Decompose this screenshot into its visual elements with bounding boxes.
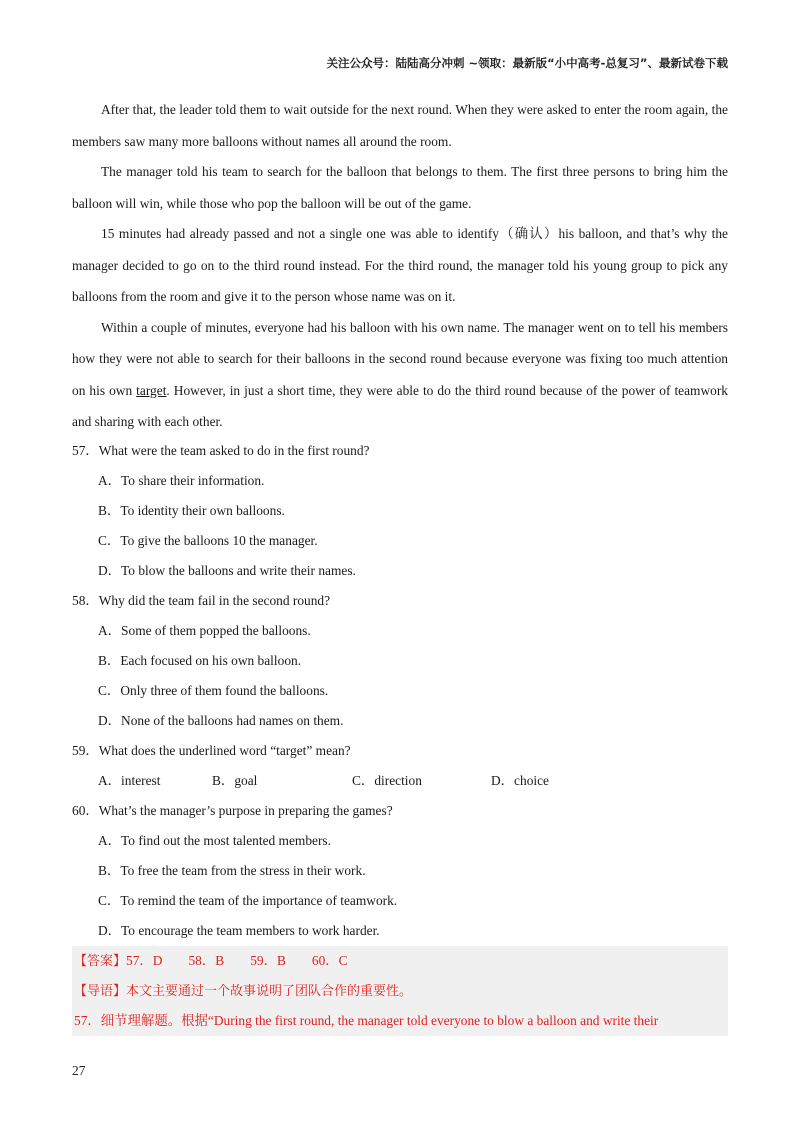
question-57-option-b: B．To identity their own balloons. [98,502,285,518]
question-59-option-b: B．goal [212,772,258,788]
question-57-option-a: A．To share their information. [98,472,265,488]
answer-key-line [72,946,728,976]
explanation-line: 57．细节理解题。根据“During the first round, the manager told everyone to blow a balloon and write their [74,1013,659,1028]
guide-text: 本文主要通过一个故事说明了团队合作的重要性。 [126,984,413,999]
answer-59: 59．B [250,953,286,968]
question-60-option-d: D．To encourage the team members to work harder. [98,922,380,938]
answer-58: 58．B [188,953,225,968]
question-59-option-d: D．choice [491,772,550,788]
paragraph-4-text-start: Within a couple of minutes, everyone had his balloon with his own name. The manager went on to tell his members how they were not able to search for their balloons in the second round because everyone was fixing too much attention on his own [72,319,728,398]
question-57-stem: 57．What were the team asked to do in the first round? [72,442,370,458]
question-59-option-a: A．interest [98,772,161,788]
page-header: 关注公众号：陆陆高分冲刺 ~领取：最新版“小中高考-总复习”、最新试卷下载 [326,56,728,70]
question-60-stem: 60．What’s the manager’s purpose in preparing the games? [72,802,393,818]
question-59-options-row [72,766,728,796]
question-57-option-c: C．To give the balloons 10 the manager. [98,532,318,548]
question-58-option-b: B．Each focused on his own balloon. [98,652,302,668]
answer-section [72,946,728,1036]
question-60-option-c: C．To remind the team of the importance of teamwork. [98,892,398,908]
question-60-option-b: B．To free the team from the stress in their work. [98,862,366,878]
answer-tag: 【答案】 [74,954,127,969]
paragraph-4-text-end: . However, in just a short time, they were able to do the third round because of the power of teamwork and sharing with each other. [72,382,728,429]
passage-paragraph-1: After that, the leader told them to wait outside for the next round. When they were asked to enter the room again, the members saw many more balloons without names all around the room. [72,102,728,149]
question-58-option-a: A．Some of them popped the balloons. [98,622,311,638]
passage-paragraph-3: 15 minutes had already passed and not a single one was able to identify（确认）his balloon, and that’s why the manager decided to go on to the third round instead. For the third round, the manager told his young group to pick any balloons from the room and give it to the person whose name was on it. [72,226,728,304]
underlined-word-target: target [136,382,167,398]
passage-paragraph-4 [72,312,728,438]
page-number: 27 [72,1063,86,1078]
question-58-stem: 58．Why did the team fail in the second round? [72,592,331,608]
question-list [72,436,728,946]
document-body [72,94,728,946]
question-58-option-d: D．None of the balloons had names on them. [98,712,344,728]
question-59-option-c: C．direction [352,772,422,788]
question-57-option-d: D．To blow the balloons and write their names. [98,562,356,578]
guide-tag: 【导语】 [74,984,127,999]
answer-57: 57．D [126,953,163,968]
question-59-stem: 59．What does the underlined word “target” mean? [72,742,351,758]
question-60-option-a: A．To find out the most talented members. [98,832,331,848]
question-58-option-c: C．Only three of them found the balloons. [98,682,329,698]
guide-line [72,976,728,1006]
answer-60: 60．C [311,953,348,968]
passage-paragraph-2: The manager told his team to search for the balloon that belongs to them. The first three persons to bring him the balloon will win, while those who pop the balloon will be out of the game. [72,164,728,211]
